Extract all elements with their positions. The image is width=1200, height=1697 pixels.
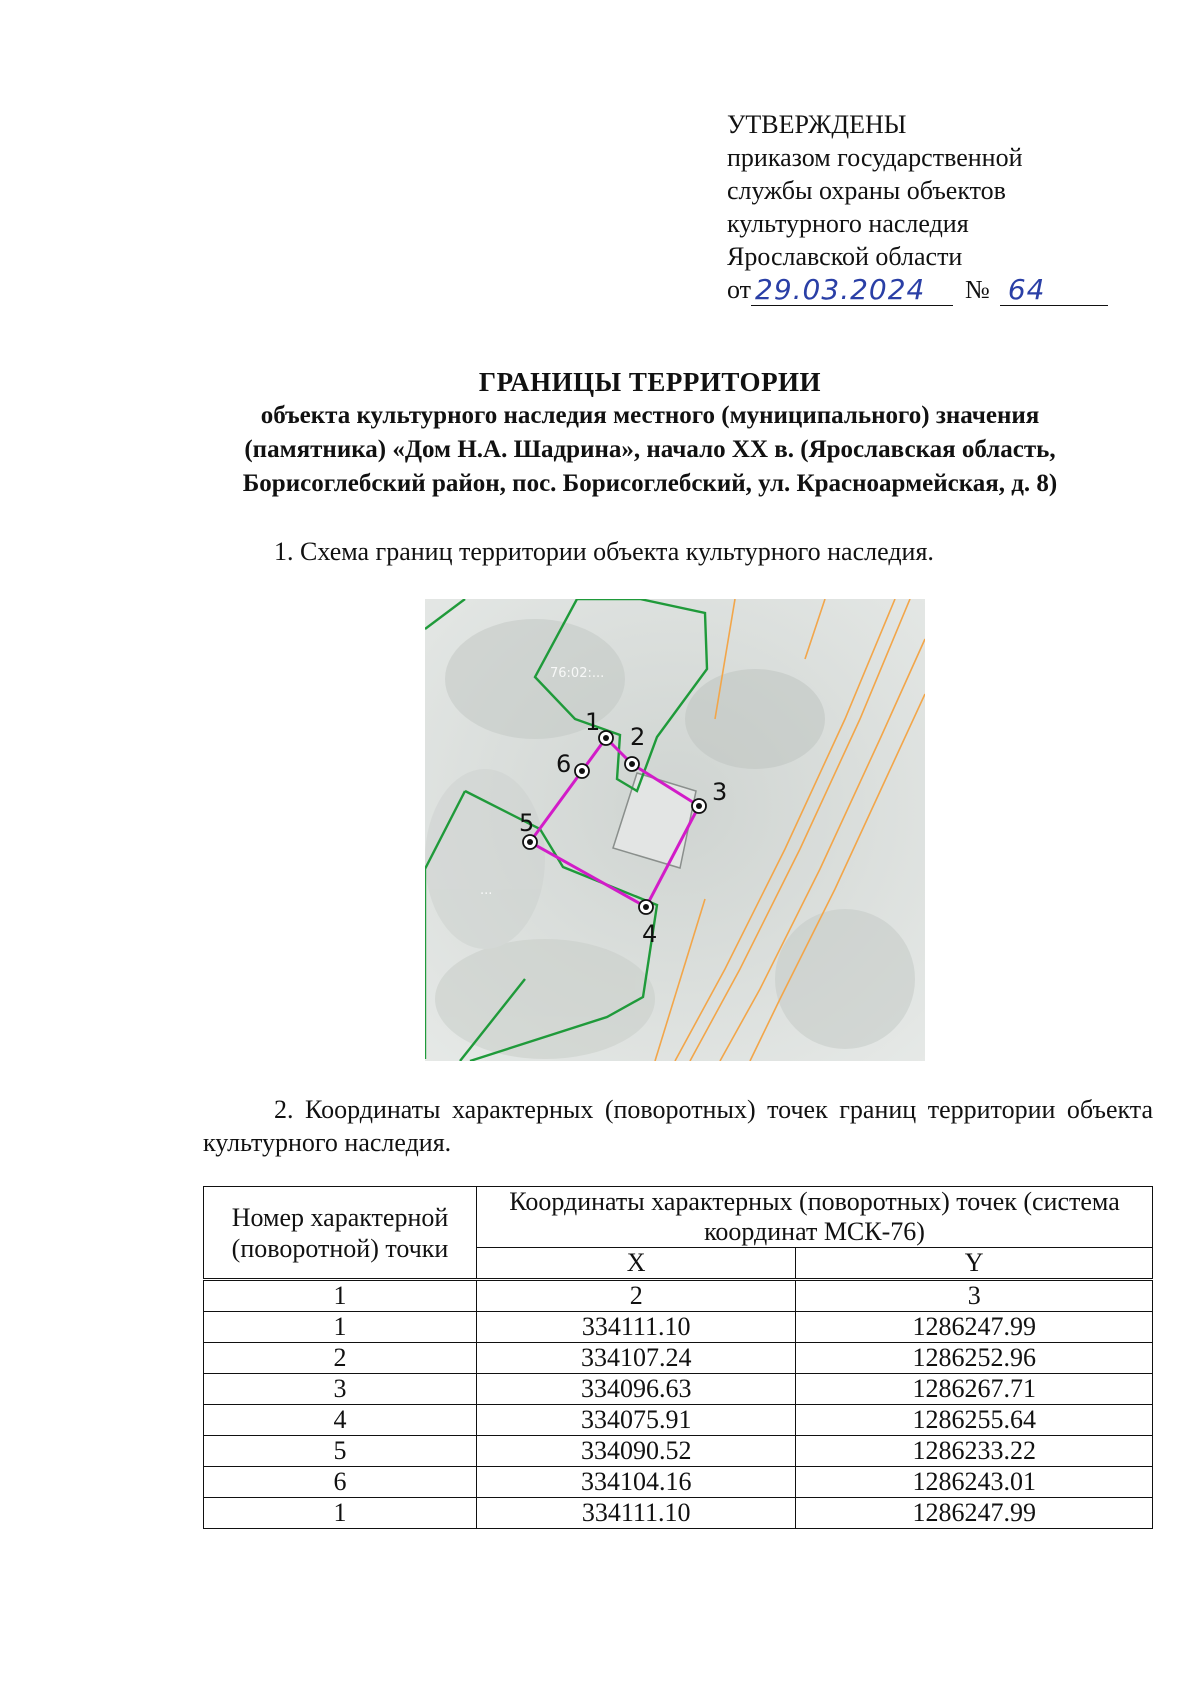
header-x: X: [477, 1248, 796, 1280]
handwritten-number: 64: [1000, 275, 1108, 306]
coord-y: 1286267.71: [796, 1374, 1153, 1405]
point-number: 3: [204, 1374, 477, 1405]
approval-line: культурного наследия: [727, 209, 969, 238]
point-label-2: 2: [630, 723, 646, 751]
coord-y: 1286243.01: [796, 1467, 1153, 1498]
table-row: [204, 1498, 1153, 1529]
table-row: [204, 1312, 1153, 1343]
table-row: [204, 1374, 1153, 1405]
point-number: 4: [204, 1405, 477, 1436]
column-number: 1: [204, 1280, 477, 1312]
table-row: [204, 1343, 1153, 1374]
document-title: [150, 365, 1150, 501]
table-row: [204, 1405, 1153, 1436]
coord-x: 334104.16: [477, 1467, 796, 1498]
coord-y: 1286252.96: [796, 1343, 1153, 1374]
coord-y: 1286233.22: [796, 1436, 1153, 1467]
column-number: 2: [477, 1280, 796, 1312]
title-line: (памятника) «Дом Н.А. Шадрина», начало XX в. (Ярославская область,: [244, 436, 1056, 463]
handwritten-date: 29.03.2024: [751, 275, 953, 306]
coordinates-table: [203, 1186, 1153, 1529]
coord-x: 334075.91: [477, 1405, 796, 1436]
coord-x: 334090.52: [477, 1436, 796, 1467]
column-number: 3: [796, 1280, 1153, 1312]
coord-y: 1286247.99: [796, 1312, 1153, 1343]
coord-y: 1286255.64: [796, 1405, 1153, 1436]
approval-line: приказом государственной: [727, 143, 1023, 172]
coord-x: 334107.24: [477, 1343, 796, 1374]
approval-line: службы охраны объектов: [727, 176, 1006, 205]
point-label-5: 5: [519, 809, 535, 837]
table-row: [204, 1436, 1153, 1467]
header-y: Y: [796, 1248, 1153, 1280]
column-numbering-row: [204, 1280, 1153, 1312]
point-label-4: 4: [642, 920, 658, 948]
point-number: 2: [204, 1343, 477, 1374]
approval-heading: УТВЕРЖДЕНЫ: [727, 110, 907, 139]
title-line: Борисоглебский район, пос. Борисоглебский, ул. Красноармейская, д. 8): [242, 470, 1058, 497]
point-label-6: 6: [556, 750, 572, 778]
point-number: 1: [204, 1312, 477, 1343]
coord-x: 334111.10: [477, 1498, 796, 1529]
title-line: объекта культурного наследия местного (муниципального) значения: [260, 402, 1040, 429]
point-label-1: 1: [585, 708, 601, 736]
point-number: 1: [204, 1498, 477, 1529]
header-coordinates: Координаты характерных (поворотных) точек (система координат МСК-76): [477, 1187, 1153, 1248]
title-main: ГРАНИЦЫ ТЕРРИТОРИИ: [478, 367, 822, 397]
section-2-heading: 2. Координаты характерных (поворотных) точек границ территории объекта культурного наследия.: [203, 1095, 1153, 1157]
section-1-heading: 1. Схема границ территории объекта культурного наследия.: [274, 537, 934, 566]
coord-y: 1286247.99: [796, 1498, 1153, 1529]
map-label-faint: 76:02:...: [550, 666, 605, 681]
header-point-number: Номер характерной (поворотной) точки: [204, 1187, 477, 1280]
map-label-faint: ...: [480, 883, 493, 898]
approval-date-line: [727, 273, 1147, 306]
table-row: [204, 1467, 1153, 1498]
approval-block: [727, 108, 1147, 306]
date-prefix: от: [727, 275, 752, 304]
point-number: 6: [204, 1467, 477, 1498]
point-number: 5: [204, 1436, 477, 1467]
approval-line: Ярославской области: [727, 242, 963, 271]
point-label-3: 3: [712, 778, 728, 806]
number-sign: №: [965, 275, 990, 304]
boundary-map: [425, 599, 925, 1061]
coord-x: 334111.10: [477, 1312, 796, 1343]
coord-x: 334096.63: [477, 1374, 796, 1405]
